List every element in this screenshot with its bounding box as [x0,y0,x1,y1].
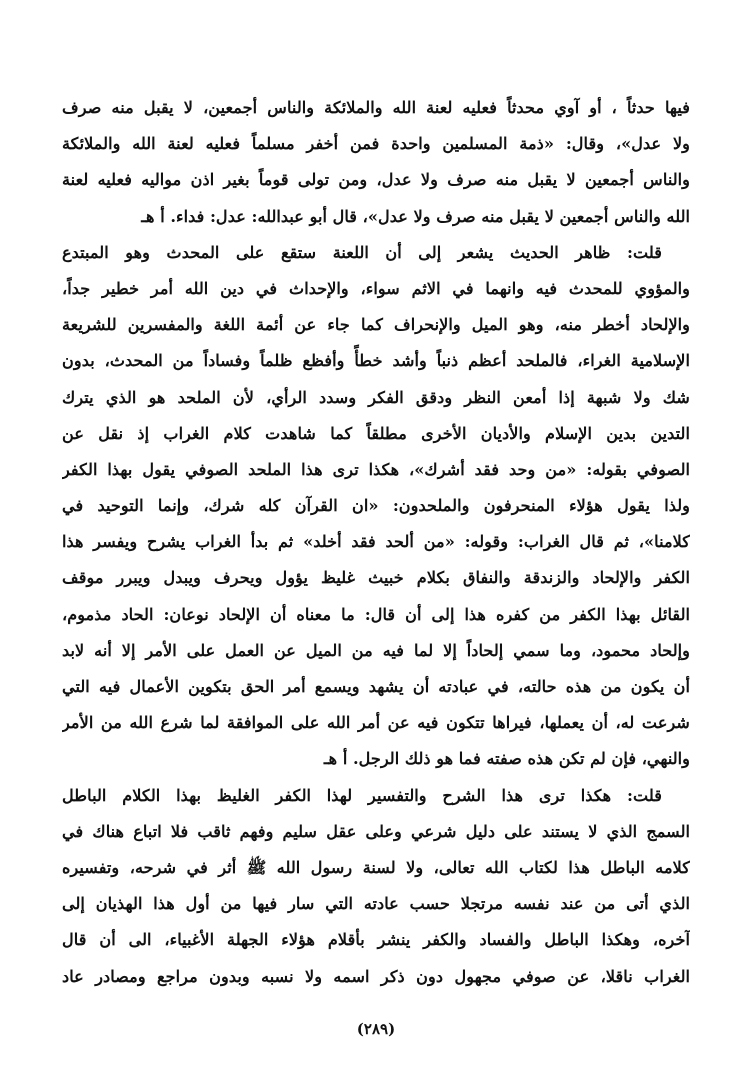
text-line: الصوفي بقوله: «من وحد فقد أشرك»، هكذا ترى هذا الملحد الصوفي يقول بهذا الكفر [62,459,690,479]
text-line: قلت: هكذا ترى هذا الشرح والتفسير لهذا الكفر الغليظ بهذا الكلام الباطل [62,785,662,805]
text-line: شك ولا شبهة إذا أمعن النظر ودقق الفكر وسدد الرأي، لأن الملحد هو الذي يترك [62,387,690,407]
text-line: كلامه الباطل هذا لكتاب الله تعالى، ولا لسنة رسول الله ﷺ أثر في شرحه، وتفسيره [62,857,690,877]
text-line: السمج الذي لا يستند على دليل شرعي وعلى عقل سليم وفهم ثاقب فلا اتباع هناك في [62,821,690,841]
body-text [62,90,690,995]
text-line: والنهي، فإن لم تكن هذه صفته فما هو ذلك الرجل. أ هـ [323,749,690,769]
text-line: والناس أجمعين لا يقبل منه صرف ولا عدل، ومن تولى قوماً بغير اذن مواليه فعليه لعنة [62,170,690,190]
page-number: (٢٨٩) [356,1020,396,1038]
text-line: شرعت له، أن يعملها، فيراها تتكون فيه عن أمر الله على الموافقة لما شرع الله من الأمر [62,713,690,733]
text-line: الغراب ناقلا، عن صوفي مجهول دون ذكر اسمه ولا نسبه وبدون مراجع ومصادر عاد [62,966,690,986]
text-line: الذي أتى من عند نفسه مرتجلا حسب عادته التي سار فيها من أول هذا الهذيان إلى [62,894,690,914]
text-line: أن يكون من هذه حالته، في عبادته أن يشهد ويسمع أمر الحق بتكوين الأعمال فيه التي [62,677,690,696]
text-line: والمؤوي للمحدث فيه وانهما في الاثم سواء، والإحداث في دين الله أمر خطير جداً، [62,278,690,298]
text-line: الكفر والإلحاد والزندقة والنفاق بكلام خبيث غليظ يؤول ويحرف ويبدل ويبرر موقف [62,568,690,588]
text-line: الإسلامية الغراء، فالملحد أعظم ذنباً وأشد خطأً وأفظع ظلماً وفساداً من المحدث، بدون [62,351,690,371]
text-line: كلامنا»، ثم قال الغراب: وقوله: «من ألحد فقد أخلد» ثم بدأ الغراب يشرح ويفسر هذا [62,532,690,552]
text-line: قلت: ظاهر الحديث يشعر إلى أن اللعنة ستقع على المحدث وهو المبتدع [62,242,662,262]
text-line: القائل بهذا الكفر من كفره هذا إلى أن قال: ما معناه أن الإلحاد نوعان: الحاد مذموم، [62,604,690,624]
text-line: ولذا يقول هؤلاء المنحرفون والملحدون: «ان القرآن كله شرك، وإنما التوحيد في [62,496,690,516]
text-line: التدين بدين الإسلام والأديان الأخرى مطلقاً كما شاهدت كلام الغراب إذ نقل عن [62,423,690,443]
text-line: الله والناس أجمعين لا يقبل منه صرف ولا عدل»، قال أبو عبدالله: عدل: فداء. أ هـ [141,206,690,226]
text-line: آخره، وهكذا الباطل والفساد والكفر ينشر بأقلام هؤلاء الجهلة الأغبياء، الى أن قال [62,930,690,950]
text-line: ولا عدل»، وقال: «ذمة المسلمين واحدة فمن أخفر مسلماً فعليه لعنة الله والملائكة [62,134,690,154]
text-line: والإلحاد أخطر منه، وهو الميل والإنحراف كما جاء عن أئمة اللغة والمفسرين للشريعة [62,315,690,335]
text-line: وإلحاد محمود، وما سمي إلحاداً إلا لما فيه من الميل عن العمل على الأمر إلا أنه لابد [62,640,690,660]
text-line: فيها حدثاً ، أو آوي محدثاً فعليه لعنة الله والملائكة والناس أجمعين، لا يقبل منه صرف [62,98,690,117]
